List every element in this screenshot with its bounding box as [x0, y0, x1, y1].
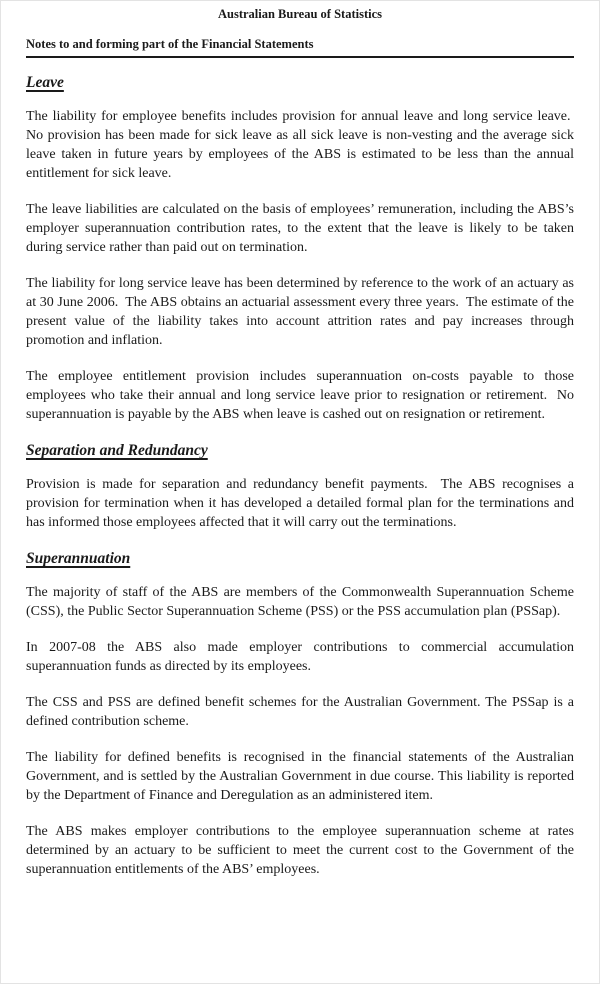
- page-title: Australian Bureau of Statistics: [217, 7, 382, 21]
- paragraph: The employee entitlement provision includes superannuation on-costs payable to those employees who take their annual and long service leave prior to resignation or retirement. No superannuation is payable by the ABS when leave is cashed out on resignation or retirement.: [26, 369, 574, 422]
- section-heading-superannuation: Superannuation: [26, 550, 131, 567]
- paragraph: The CSS and PSS are defined benefit schemes for the Australian Government. The PSSap is a defined contribution scheme.: [26, 695, 574, 729]
- paragraph: Provision is made for separation and redundancy benefit payments. The ABS recognises a provision for termination when it has developed a detailed formal plan for the terminations and has informed those employees affected that it will carry out the terminations.: [26, 477, 574, 530]
- document-subtitle: Notes to and forming part of the Financial Statements: [26, 37, 574, 58]
- section-heading-leave: Leave: [26, 74, 64, 91]
- paragraph: In 2007-08 the ABS also made employer contributions to commercial accumulation superannuation funds as directed by its employees.: [26, 640, 574, 674]
- section-separation-and-redundancy: [26, 441, 574, 532]
- paragraph: The liability for defined benefits is recognised in the financial statements of the Australian Government, and is settled by the Australian Government in due course. This liability is reported by the Department of Finance and Deregulation as an administered item.: [26, 750, 574, 803]
- section-heading-separation-and-redundancy: Separation and Redundancy: [26, 442, 208, 459]
- section-superannuation: [26, 549, 574, 879]
- paragraph: The majority of staff of the ABS are members of the Commonwealth Superannuation Scheme (CSS), the Public Sector Superannuation Scheme (PSS) or the PSS accumulation plan (PSSap).: [26, 585, 574, 619]
- paragraph: The liability for employee benefits includes provision for annual leave and long service leave. No provision has been made for sick leave as all sick leave is non-vesting and the average sick leave taken in future years by employees of the ABS is estimated to be less than the annual entitlement for sick leave.: [26, 109, 574, 181]
- paragraph: The liability for long service leave has been determined by reference to the work of an actuary as at 30 June 2006. The ABS obtains an actuarial assessment every three years. The estimate of the present value of the liability takes into account attrition rates and pay increases through promotion and inflation.: [26, 276, 574, 348]
- paragraph: The ABS makes employer contributions to the employee superannuation scheme at rates determined by an actuary to be sufficient to meet the current cost to the Government of the superannuation entitlements of the ABS’ employees.: [26, 824, 574, 877]
- paragraph: The leave liabilities are calculated on the basis of employees’ remuneration, including the ABS’s employer superannuation contribution rates, to the extent that the leave is likely to be taken during service rather than paid out on termination.: [26, 202, 574, 255]
- section-leave: [26, 73, 574, 424]
